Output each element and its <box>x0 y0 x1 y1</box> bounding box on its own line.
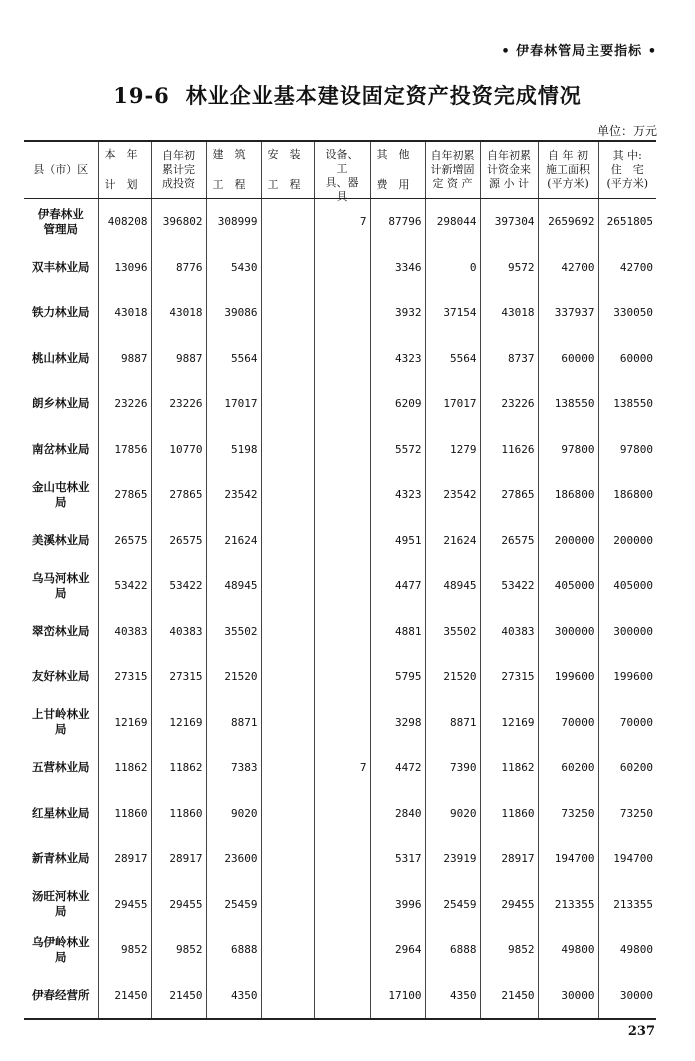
completed-value: 11860 <box>151 791 206 837</box>
new-fixed-value: 21624 <box>425 518 480 564</box>
installation-value <box>261 563 314 609</box>
completed-value: 21450 <box>151 973 206 1020</box>
completed-value: 27315 <box>151 654 206 700</box>
col-header-new-fixed-assets: 自年初累 计新增固 定 资 产 <box>425 141 480 199</box>
new-fixed-value: 8871 <box>425 700 480 746</box>
equipment-value <box>314 563 370 609</box>
installation-value <box>261 199 314 245</box>
funds-value: 26575 <box>480 518 538 564</box>
construction-value: 5564 <box>206 336 261 382</box>
region-name: 乌马河林业局 <box>32 570 90 600</box>
construction-value: 23542 <box>206 472 261 518</box>
completed-value: 28917 <box>151 836 206 882</box>
construction-value: 25459 <box>206 882 261 928</box>
region-name: 桃山林业局 <box>32 350 90 365</box>
plan-value: 408208 <box>98 199 151 245</box>
area-value: 42700 <box>538 245 598 291</box>
table-row <box>24 927 656 973</box>
equipment-value <box>314 791 370 837</box>
area-value: 60200 <box>538 745 598 791</box>
new-fixed-value: 35502 <box>425 609 480 655</box>
new-fixed-value: 5564 <box>425 336 480 382</box>
construction-value: 21520 <box>206 654 261 700</box>
area-value: 186800 <box>538 472 598 518</box>
funds-value: 28917 <box>480 836 538 882</box>
region-name: 汤旺河林业局 <box>32 889 90 919</box>
table-row <box>24 836 656 882</box>
region-name: 新青林业局 <box>32 851 90 866</box>
table-row <box>24 245 656 291</box>
other-value: 2964 <box>370 927 425 973</box>
completed-value: 53422 <box>151 563 206 609</box>
other-value: 5572 <box>370 427 425 473</box>
housing-value: 42700 <box>598 245 656 291</box>
completed-value: 12169 <box>151 700 206 746</box>
col-header-installation: 安 装 工 程 <box>261 141 314 199</box>
new-fixed-value: 0 <box>425 245 480 291</box>
funds-value: 29455 <box>480 882 538 928</box>
funds-value: 23226 <box>480 381 538 427</box>
plan-value: 12169 <box>98 700 151 746</box>
construction-value: 39086 <box>206 290 261 336</box>
unit-label: 单位：万元 <box>596 124 657 138</box>
area-value: 405000 <box>538 563 598 609</box>
completed-value: 43018 <box>151 290 206 336</box>
plan-value: 9887 <box>98 336 151 382</box>
construction-value: 17017 <box>206 381 261 427</box>
plan-value: 26575 <box>98 518 151 564</box>
region-name: 伊春林业 管理局 <box>37 206 84 236</box>
installation-value <box>261 381 314 427</box>
completed-value: 10770 <box>151 427 206 473</box>
region-name: 美溪林业局 <box>32 532 90 547</box>
construction-value: 8871 <box>206 700 261 746</box>
funds-value: 9572 <box>480 245 538 291</box>
table-row <box>24 700 656 746</box>
new-fixed-value: 298044 <box>425 199 480 245</box>
other-value: 5317 <box>370 836 425 882</box>
construction-value: 21624 <box>206 518 261 564</box>
construction-value: 7383 <box>206 745 261 791</box>
plan-value: 28917 <box>98 836 151 882</box>
new-fixed-value: 1279 <box>425 427 480 473</box>
other-value: 6209 <box>370 381 425 427</box>
construction-value: 6888 <box>206 927 261 973</box>
plan-value: 27865 <box>98 472 151 518</box>
housing-value: 300000 <box>598 609 656 655</box>
other-value: 4477 <box>370 563 425 609</box>
new-fixed-value: 25459 <box>425 882 480 928</box>
other-value: 3346 <box>370 245 425 291</box>
table-number: 19-6 <box>113 83 170 108</box>
completed-value: 29455 <box>151 882 206 928</box>
col-header-funds: 自年初累 计资金来 源 小 计 <box>480 141 538 199</box>
installation-value <box>261 836 314 882</box>
area-value: 30000 <box>538 973 598 1020</box>
construction-value: 9020 <box>206 791 261 837</box>
housing-value: 200000 <box>598 518 656 564</box>
completed-value: 27865 <box>151 472 206 518</box>
other-value: 17100 <box>370 973 425 1020</box>
investment-table <box>24 140 656 1020</box>
region-name: 伊春经营所 <box>24 973 98 1020</box>
plan-value: 11862 <box>98 745 151 791</box>
housing-value: 60000 <box>598 336 656 382</box>
area-value: 73250 <box>538 791 598 837</box>
completed-value: 40383 <box>151 609 206 655</box>
funds-value: 43018 <box>480 290 538 336</box>
area-value: 213355 <box>538 882 598 928</box>
completed-value: 23226 <box>151 381 206 427</box>
funds-value: 21450 <box>480 973 538 1020</box>
region-name: 翠峦林业局 <box>32 623 90 638</box>
equipment-value <box>314 290 370 336</box>
table-title-text: 林业企业基本建设固定资产投资完成情况 <box>185 83 582 108</box>
installation-value <box>261 290 314 336</box>
other-value: 4323 <box>370 472 425 518</box>
completed-value: 11862 <box>151 745 206 791</box>
new-fixed-value: 37154 <box>425 290 480 336</box>
col-header-construction: 建 筑 工 程 <box>206 141 261 199</box>
equipment-value <box>314 336 370 382</box>
equipment-value <box>314 609 370 655</box>
housing-value: 405000 <box>598 563 656 609</box>
region-name: 南岔林业局 <box>32 441 90 456</box>
plan-value: 13096 <box>98 245 151 291</box>
region-name: 双丰林业局 <box>32 259 90 274</box>
construction-value: 35502 <box>206 609 261 655</box>
new-fixed-value: 17017 <box>425 381 480 427</box>
table-row <box>24 290 656 336</box>
other-value: 4323 <box>370 336 425 382</box>
running-head: • 伊春林管局主要指标 • <box>501 44 657 59</box>
other-value: 4951 <box>370 518 425 564</box>
region-name: 友好林业局 <box>32 669 90 684</box>
col-header-housing: 其 中: 住 宅 (平方米) <box>598 141 656 199</box>
equipment-value <box>314 882 370 928</box>
equipment-value: 7 <box>314 199 370 245</box>
installation-value <box>261 927 314 973</box>
area-value: 60000 <box>538 336 598 382</box>
plan-value: 21450 <box>98 973 151 1020</box>
equipment-value: 7 <box>314 745 370 791</box>
other-value: 4881 <box>370 609 425 655</box>
new-fixed-value: 21520 <box>425 654 480 700</box>
construction-value: 48945 <box>206 563 261 609</box>
construction-value: 4350 <box>206 973 261 1020</box>
completed-value: 9887 <box>151 336 206 382</box>
housing-value: 97800 <box>598 427 656 473</box>
plan-value: 29455 <box>98 882 151 928</box>
installation-value <box>261 609 314 655</box>
other-value: 3932 <box>370 290 425 336</box>
region-name: 五营林业局 <box>32 760 90 775</box>
funds-value: 27315 <box>480 654 538 700</box>
table-row <box>24 973 656 1020</box>
region-name: 铁力林业局 <box>32 305 90 320</box>
construction-value: 23600 <box>206 836 261 882</box>
installation-value <box>261 427 314 473</box>
installation-value <box>261 245 314 291</box>
funds-value: 53422 <box>480 563 538 609</box>
table-row <box>24 791 656 837</box>
area-value: 2659692 <box>538 199 598 245</box>
funds-value: 40383 <box>480 609 538 655</box>
completed-value: 8776 <box>151 245 206 291</box>
plan-value: 23226 <box>98 381 151 427</box>
plan-value: 27315 <box>98 654 151 700</box>
table-row <box>24 654 656 700</box>
area-value: 200000 <box>538 518 598 564</box>
installation-value <box>261 518 314 564</box>
new-fixed-value: 48945 <box>425 563 480 609</box>
other-value: 87796 <box>370 199 425 245</box>
installation-value <box>261 700 314 746</box>
col-header-region: 县（市）区 <box>24 141 98 199</box>
plan-value: 11860 <box>98 791 151 837</box>
other-value: 3298 <box>370 700 425 746</box>
funds-value: 12169 <box>480 700 538 746</box>
equipment-value <box>314 245 370 291</box>
page-number: 237 <box>627 1024 655 1039</box>
plan-value: 43018 <box>98 290 151 336</box>
installation-value <box>261 654 314 700</box>
housing-value: 2651805 <box>598 199 656 245</box>
equipment-value <box>314 973 370 1020</box>
housing-value: 194700 <box>598 836 656 882</box>
housing-value: 73250 <box>598 791 656 837</box>
equipment-value <box>314 654 370 700</box>
area-value: 199600 <box>538 654 598 700</box>
table-row <box>24 745 656 791</box>
construction-value: 308999 <box>206 199 261 245</box>
table-row <box>24 336 656 382</box>
installation-value <box>261 791 314 837</box>
region-name: 红星林业局 <box>32 805 90 820</box>
construction-value: 5430 <box>206 245 261 291</box>
header-row <box>24 141 656 199</box>
table-row <box>24 427 656 473</box>
col-header-completed: 自年初 累计完 成投资 <box>151 141 206 199</box>
col-header-equipment: 设备、工 具、器具 <box>314 141 370 199</box>
housing-value: 60200 <box>598 745 656 791</box>
new-fixed-value: 23919 <box>425 836 480 882</box>
other-value: 4472 <box>370 745 425 791</box>
completed-value: 9852 <box>151 927 206 973</box>
area-value: 97800 <box>538 427 598 473</box>
table-row <box>24 199 656 245</box>
area-value: 337937 <box>538 290 598 336</box>
equipment-value <box>314 472 370 518</box>
col-header-plan: 本 年 计 划 <box>98 141 151 199</box>
funds-value: 11860 <box>480 791 538 837</box>
funds-value: 11626 <box>480 427 538 473</box>
new-fixed-value: 23542 <box>425 472 480 518</box>
housing-value: 70000 <box>598 700 656 746</box>
housing-value: 330050 <box>598 290 656 336</box>
other-value: 5795 <box>370 654 425 700</box>
plan-value: 17856 <box>98 427 151 473</box>
other-value: 3996 <box>370 882 425 928</box>
area-value: 138550 <box>538 381 598 427</box>
housing-value: 30000 <box>598 973 656 1020</box>
new-fixed-value: 9020 <box>425 791 480 837</box>
equipment-value <box>314 927 370 973</box>
installation-value <box>261 973 314 1020</box>
completed-value: 396802 <box>151 199 206 245</box>
area-value: 300000 <box>538 609 598 655</box>
funds-value: 11862 <box>480 745 538 791</box>
table-row <box>24 882 656 928</box>
plan-value: 9852 <box>98 927 151 973</box>
funds-value: 27865 <box>480 472 538 518</box>
new-fixed-value: 7390 <box>425 745 480 791</box>
funds-value: 8737 <box>480 336 538 382</box>
installation-value <box>261 472 314 518</box>
housing-value: 199600 <box>598 654 656 700</box>
plan-value: 53422 <box>98 563 151 609</box>
equipment-value <box>314 836 370 882</box>
table-row <box>24 472 656 518</box>
table-row <box>24 609 656 655</box>
plan-value: 40383 <box>98 609 151 655</box>
region-name: 金山屯林业局 <box>32 479 90 509</box>
new-fixed-value: 6888 <box>425 927 480 973</box>
area-value: 49800 <box>538 927 598 973</box>
col-header-other: 其 他 费 用 <box>370 141 425 199</box>
region-name: 上甘岭林业局 <box>32 707 90 737</box>
housing-value: 49800 <box>598 927 656 973</box>
housing-value: 138550 <box>598 381 656 427</box>
installation-value <box>261 336 314 382</box>
region-name: 朗乡林业局 <box>32 396 90 411</box>
col-header-area: 自 年 初 施工面积 (平方米) <box>538 141 598 199</box>
region-name: 乌伊岭林业局 <box>32 934 90 964</box>
installation-value <box>261 745 314 791</box>
table-row <box>24 563 656 609</box>
area-value: 194700 <box>538 836 598 882</box>
new-fixed-value: 4350 <box>425 973 480 1020</box>
housing-value: 213355 <box>598 882 656 928</box>
equipment-value <box>314 381 370 427</box>
table-title <box>0 80 695 110</box>
equipment-value <box>314 427 370 473</box>
area-value: 70000 <box>538 700 598 746</box>
equipment-value <box>314 700 370 746</box>
table-row <box>24 518 656 564</box>
construction-value: 5198 <box>206 427 261 473</box>
installation-value <box>261 882 314 928</box>
other-value: 2840 <box>370 791 425 837</box>
funds-value: 9852 <box>480 927 538 973</box>
funds-value: 397304 <box>480 199 538 245</box>
completed-value: 26575 <box>151 518 206 564</box>
equipment-value <box>314 518 370 564</box>
table-row <box>24 381 656 427</box>
housing-value: 186800 <box>598 472 656 518</box>
